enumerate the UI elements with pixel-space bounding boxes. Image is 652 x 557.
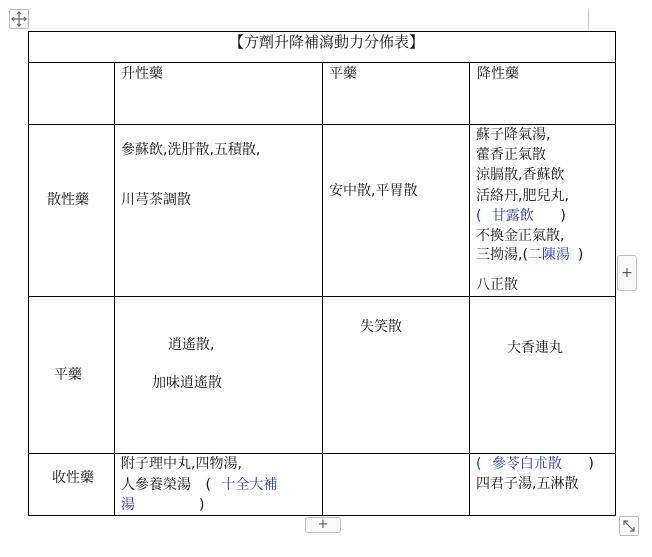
cell-text[interactable]: 不換金正氣散, [476, 228, 565, 244]
cell-text[interactable]: 蘇子降氣湯, [476, 127, 551, 143]
text-run: 人參養榮湯 [121, 477, 191, 493]
paren: ( [476, 456, 482, 472]
resize-diagonal-icon [620, 517, 638, 535]
row-label-dispersing[interactable]: 散性藥 [47, 192, 89, 208]
table-border [322, 62, 323, 516]
text-run: 三拗湯,( [476, 247, 528, 263]
cell-text[interactable] [476, 246, 583, 265]
header-descending-herbs[interactable]: 降性藥 [477, 66, 519, 82]
row-label-astringent[interactable]: 收性藥 [52, 470, 94, 486]
paren: ( [476, 208, 482, 224]
cell-text[interactable]: 川芎茶調散 [121, 192, 191, 208]
linked-text: 參苓白朮散 [491, 456, 562, 472]
table-border [469, 62, 470, 516]
paren: ) [577, 247, 584, 263]
linked-text: 二陳湯 [527, 247, 570, 263]
header-neutral-herbs[interactable]: 平藥 [329, 66, 357, 82]
cell-text[interactable]: 附子理中丸,四物湯, [121, 456, 242, 472]
paren: ) [199, 497, 205, 513]
cell-text[interactable]: 加味逍遙散 [152, 375, 222, 391]
add-column-button[interactable]: + [617, 255, 637, 291]
cell-text[interactable]: 逍遙散, [168, 337, 215, 353]
cell-text[interactable]: 八正散 [476, 277, 518, 293]
cell-text[interactable]: 失笑散 [360, 319, 402, 335]
paren: ) [588, 456, 594, 472]
cell-text[interactable] [476, 455, 594, 474]
add-row-button[interactable]: + [305, 517, 341, 533]
table-border [615, 31, 616, 516]
cell-text[interactable]: 涼膈散,香蘇飲 [476, 167, 565, 183]
table-border [114, 62, 115, 516]
table-border [28, 31, 616, 32]
cell-text[interactable]: 安中散,平胃散 [329, 183, 418, 199]
cell-text[interactable] [121, 496, 204, 515]
linked-text: 甘露飲 [491, 208, 534, 224]
linked-text: 十全大補 [221, 477, 278, 493]
table-resize-handle[interactable] [619, 516, 639, 536]
cell-text[interactable]: 大香連丸 [507, 340, 563, 356]
cell-text[interactable]: 四君子湯,五淋散 [476, 476, 579, 492]
table-title[interactable]: 【方劑升降補瀉動力分佈表】 [229, 33, 425, 51]
header-rising-herbs[interactable]: 升性藥 [121, 66, 163, 82]
table-border [28, 31, 29, 516]
cell-text[interactable]: 藿香正氣散 [476, 147, 546, 163]
linked-text: 湯 [121, 497, 135, 513]
paren: ( [205, 477, 211, 493]
cell-text[interactable]: 活絡丹,肥兒丸, [476, 188, 569, 204]
cell-text[interactable] [121, 476, 277, 495]
row-label-neutral[interactable]: 平藥 [54, 367, 82, 383]
cell-text[interactable] [476, 207, 566, 226]
paren: ) [560, 208, 566, 224]
cell-text[interactable]: 參蘇飲,洗肝散,五積散, [121, 142, 261, 158]
